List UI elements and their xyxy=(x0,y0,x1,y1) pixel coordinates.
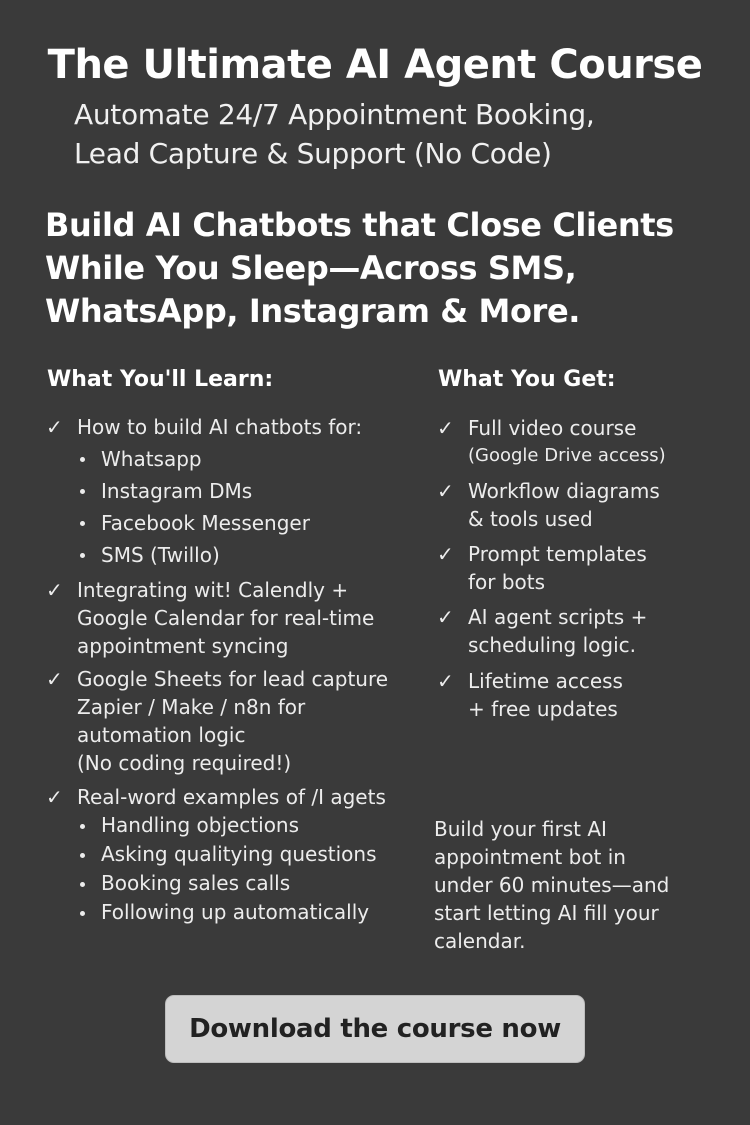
learn-item-text: appointment syncing xyxy=(77,634,289,658)
get-item-subtext: for bots xyxy=(468,570,546,594)
learn-item xyxy=(46,576,374,660)
get-item-text: Prompt templates xyxy=(468,542,647,566)
promo-text xyxy=(434,815,669,955)
list-item: Facebook Messenger xyxy=(77,507,362,539)
get-item-text: AI agent scripts + xyxy=(468,605,648,629)
promo-line: calendar. xyxy=(434,929,526,953)
list-item: Booking sales calls xyxy=(77,869,386,898)
learn-heading: What You'll Learn: xyxy=(47,367,274,392)
promo-line: appointment bot in xyxy=(434,845,626,869)
learn-item-text: Integrating wit! Calendly + xyxy=(77,578,349,602)
learn-item-text: (No coding required!) xyxy=(77,751,292,775)
get-item xyxy=(437,540,647,596)
get-item xyxy=(437,667,623,723)
list-item: Following up automatically xyxy=(77,898,386,927)
learn-bullet-list xyxy=(77,811,386,927)
check-icon: ✓ xyxy=(437,605,454,629)
learn-item xyxy=(46,413,362,573)
learn-item-text: automation logic xyxy=(77,723,246,747)
headline-line: WhatsApp, Instagram & More. xyxy=(45,292,580,330)
get-item xyxy=(437,603,647,659)
check-icon: ✓ xyxy=(46,667,63,691)
get-item-subtext: scheduling logic. xyxy=(468,633,637,657)
get-item xyxy=(437,477,660,533)
get-item-subtext: + free updates xyxy=(468,697,618,721)
subtitle-line: Lead Capture & Support (No Code) xyxy=(74,137,552,170)
check-icon: ✓ xyxy=(437,416,454,440)
promo-line: start letting AI fill your xyxy=(434,901,659,925)
list-item: Asking qualitying questions xyxy=(77,840,386,869)
page-title: The Ultimate AI Agent Course xyxy=(47,42,703,88)
get-item-text: Full video course xyxy=(468,416,637,440)
promo-line: under 60 minutes—and xyxy=(434,873,670,897)
check-icon: ✓ xyxy=(437,479,454,503)
get-item xyxy=(437,414,666,470)
get-heading: What You Get: xyxy=(438,367,616,392)
learn-item xyxy=(46,783,386,929)
learn-item-text: Google Calendar for real-time xyxy=(77,606,375,630)
check-icon: ✓ xyxy=(46,578,63,602)
check-icon: ✓ xyxy=(46,415,63,439)
learn-bullet-list xyxy=(77,443,362,571)
get-item-subtext: & tools used xyxy=(468,507,593,531)
get-item-text: Lifetime access xyxy=(468,669,623,693)
get-item-subtext: (Google Drive access) xyxy=(468,445,666,466)
learn-item-text: Real-word examples of /I agets xyxy=(77,785,386,809)
headline-line: While You Sleep—Across SMS, xyxy=(45,249,577,287)
list-item: Whatsapp xyxy=(77,443,362,475)
download-course-button[interactable]: Download the course now xyxy=(165,995,585,1063)
check-icon: ✓ xyxy=(437,669,454,693)
list-item: Handling objections xyxy=(77,811,386,840)
learn-item xyxy=(46,665,388,777)
check-icon: ✓ xyxy=(46,785,63,809)
headline-line: Build AI Chatbots that Close Clients xyxy=(45,206,674,244)
check-icon: ✓ xyxy=(437,542,454,566)
promo-line: Build your first AI xyxy=(434,817,607,841)
learn-item-text: Zapier / Make / n8n for xyxy=(77,695,306,719)
subtitle xyxy=(74,95,594,173)
list-item: SMS (Twillo) xyxy=(77,539,362,571)
learn-item-text: How to build AI chatbots for: xyxy=(77,415,363,439)
subtitle-line: Automate 24/7 Appointment Booking, xyxy=(74,98,595,131)
get-item-text: Workflow diagrams xyxy=(468,479,660,503)
list-item: Instagram DMs xyxy=(77,475,362,507)
headline xyxy=(45,204,674,333)
learn-item-text: Google Sheets for lead capture xyxy=(77,667,389,691)
